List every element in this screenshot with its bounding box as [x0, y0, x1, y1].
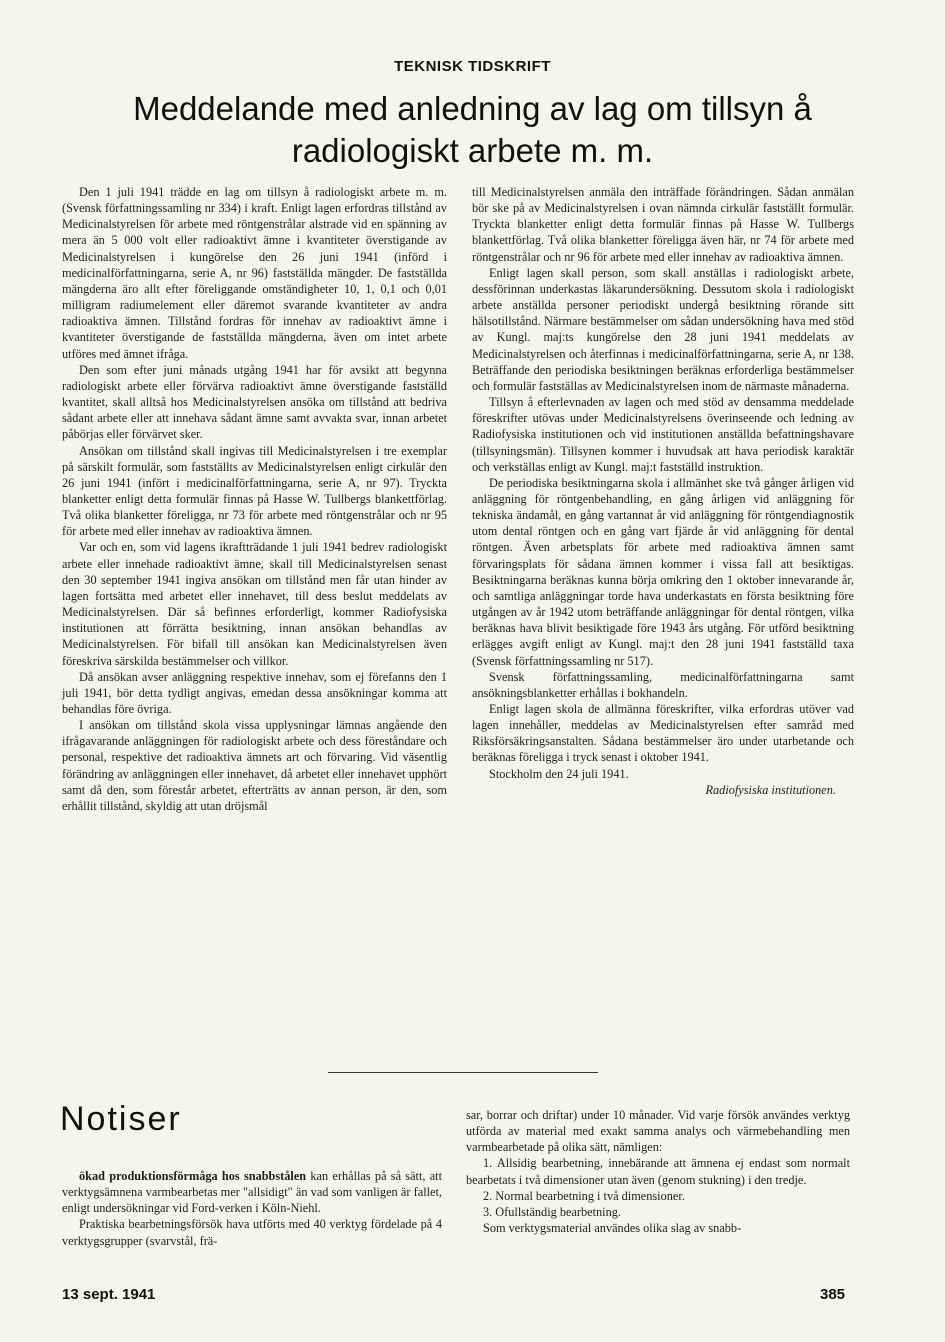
article-left-column — [62, 184, 447, 814]
article-signature-block — [472, 782, 854, 798]
notes-right-column — [466, 1107, 850, 1236]
article-paragraph: De periodiska besiktningarna skola i allmänhet ske två gånger årligen vid anläggning för röntgenbehandling, en gång årligen vid anläggning för tekniska ändamål, en gång vartannat år vid anläggning för röntgendiagnostik utom dental röntgen och en gång vart fjärde år vid anläggning för dental röntgen. Även arbetsplats för arbete med radioaktiva ämnen samt förvaringsplats för sådana ämnen kommer i vissa fall att besiktigas. Besiktningarna beräknas kunna börja omkring den 1 oktober innevarande år, och samtliga anläggningar torde hava underkastats en första besiktning före utgången av år 1942 utom beträffande anläggningar för dental röntgen, vilka beräknas hava blivit besiktigade före 1943 års utgång. För utförd besiktning erlägges avgift enligt av Kungl. maj:t den 28 juni 1941 fastställd taxa (Svensk författningssamling nr 517). — [472, 475, 854, 668]
notes-section-title: Notiser — [60, 1100, 182, 1138]
article-paragraph: till Medicinalstyrelsen anmäla den inträffade förändringen. Sådan anmälan bör ske på av Medicinalstyrelsen i ovan nämnda cirkulär fastställt formulär. Tryckta blanketter enligt detta formulär finnas på Hasse W. Tullbergs blankettförlag. Två olika blanketter föreligga även här, nr 74 för arbete med röntgenstrålar och nr 96 för arbete med eller innehav av radioaktiva ämnen. — [472, 185, 854, 264]
journal-masthead: TEKNISK TIDSKRIFT — [394, 58, 551, 75]
notes-paragraph: sar, borrar och driftar) under 10 månader. Vid varje försök användes verktyg utförda av material med exakt samma analys och värmebehandling men varmbearbetade på olika sätt, nämligen: — [466, 1108, 850, 1155]
article-paragraph: Den som efter juni månads utgång 1941 har för avsikt att begynna radiologiskt arbete eller förvärva radioaktivt ämne överstigande fastställd kvantitet, skall alltså hos Medicinalstyrelsen ansöka om tillstånd att bedriva sådant arbete eller att innehava sådant ämne samt avvakta svar, innan arbetet påbörjas eller förvärvet sker. — [62, 362, 447, 442]
article-paragraph: Ansökan om tillstånd skall ingivas till Medicinalstyrelsen i tre exemplar på särskilt formulär, som fastställts av Medicinalstyrelsen enligt cirkulär den 26 juni 1941 (infört i medicinalförfattningarna, serie A, nr 97). Tryckta blanketter enligt detta formulär finnas på Hasse W. Tullbergs blankettförlag. Två olika blanketter föreligga, nr 73 för arbete med röntgenstrålar och nr 95 för arbete med eller innehav av radioaktiva ämnen. — [62, 443, 447, 539]
article-dateline: Stockholm den 24 juli 1941. — [489, 766, 629, 781]
article-paragraph: Den 1 juli 1941 trädde en lag om tillsyn å radiologiskt arbete m. m. (Svensk författningssamling nr 334) i kraft. Enligt lagen erfordras tillstånd av Medicinalstyrelsen för arbete med röntgenstrålar alstrade vid en spänning av mera än 5 000 volt eller radioaktivt ämne i kvantiteter överstigande av Medicinalstyrelsen i kungörelse den 26 juni 1941 (införd i medicinalförfattningarna, serie A, nr 96) fastställda mängder. De fastställda mängderna äro allt efter föreliggande omständigheter 10, 1, 0,1 och 0,01 milligram radiumelement eller däremot svarande kvantiteter av andra radioaktiva ämnen. Tillstånd fordras för innehav av radioaktivt ämne i kvantiteter överstigande de fastställda mängderna, även om intet arbete utföres med ämnet ifråga. — [62, 185, 447, 361]
notes-lead-text: kan erhållas på så sätt, att verktygsämnena varmbearbetas mer "allsidigt" än vad som vanligen är fallet, enligt undersökningar vid Ford-verken i Köln-Niehl. — [62, 1169, 442, 1216]
notes-list-item: 2. Normal bearbetning i två dimensioner. — [483, 1188, 685, 1203]
notes-left-column — [62, 1168, 442, 1249]
notes-paragraph — [62, 1168, 442, 1216]
article-right-column — [472, 184, 854, 798]
notes-list-item: 1. Allsidig bearbetning, innebärande att ämnena ej endast som normalt bearbetats i två dimensioner utan även (genom stukning) i den tredje. — [466, 1156, 850, 1187]
article-paragraph: Var och en, som vid lagens ikraftträdande 1 juli 1941 bedrev radiologiskt arbete eller innehade radioaktivt ämne, skall till Medicinalstyrelsen senast den 30 september 1941 ingiva ansökan om tillstånd men får utan hinder av lagen fortsätta med arbetet eller innehavet, till dess beslut meddelats av Medicinalstyrelsen. Där så befinnes erforderligt, kommer Radiofysiska institutionen att förrätta besiktning, innan ansökan behandlas av Medicinalstyrelsen. För bifall till ansökan kan Medicinalstyrelsen även föreskriva särskilda bestämmelser och villkor. — [62, 540, 447, 668]
article-signature: Radiofysiska institutionen. — [705, 782, 836, 797]
article-headline: Meddelande med anledning av lag om tillsyn å radiologiskt arbete m. m. — [133, 90, 812, 169]
article-paragraph: I ansökan om tillstånd skola vissa upplysningar lämnas angående den ifrågavarande anläggningen för radiologiskt arbete och dess föreståndare och personal, respektive det radioaktiva ämnets art och förvaring. Vid väsentlig förändring av anläggningen eller innehavet, då arbetet eller innehavet upphört samt då den, som förestår arbetet, efterträtts av annan person, är den, som erhållit tillstånd, skyldig att utan dröjsmål — [62, 718, 447, 813]
notes-paragraph: Som verktygsmaterial användes olika slag av snabb- — [483, 1221, 742, 1236]
notes-lead-heading: ökad produktionsförmåga hos snabbstålen — [79, 1169, 307, 1183]
article-paragraph: Då ansökan avser anläggning respektive innehav, som ej förefanns den 1 juli 1941, bör detta tydligt angivas, emedan dessa ansökningar komma att behandlas före övriga. — [62, 669, 447, 716]
article-paragraph: Enligt lagen skall person, som skall anställas i radiologiskt arbete, dessförinnan underkastas läkarundersökning. Dessutom skola i radiologiskt arbete anställda personer periodiskt undergå besiktning rörande sitt hälsotillstånd. Närmare bestämmelser om sådan undersökning hava med stöd av Kungl. maj:ts kungörelse den 28 juni 1941 meddelats av Medicinalstyrelsen och återfinnas i medicinalförfattningarna, serie A, nr 138. Beträffande den periodiska besiktningen beräknas erforderliga bestämmelser och formulär fastställas av Medicinalstyrelsen inom de närmaste månaderna. — [472, 265, 854, 393]
notes-list-item: 3. Ofullständig bearbetning. — [483, 1204, 621, 1219]
article-paragraph: Enligt lagen skola de allmänna föreskrifter, vilka erfordras utöver vad lagen innehåller, meddelas av Medicinalstyrelsen efter samråd med Riksförsäkringsanstalten. Sådana bestämmelser äro under utarbetande och beräknas föreligga i tryck senast i oktober 1941. — [472, 702, 854, 765]
notes-paragraph: Praktiska bearbetningsförsök hava utförts med 40 verktyg fördelade på 4 verktygsgrupper (svarvstål, frä- — [62, 1217, 442, 1248]
article-paragraph: Svensk författningssamling, medicinalförfattningarna samt ansökningsblanketter erhållas i bokhandeln. — [472, 669, 854, 700]
article-paragraph: Tillsyn å efterlevnaden av lagen och med stöd av densamma meddelade föreskrifter utövas under Medicinalstyrelsens överinseende och ledning av Radiofysiska institutionen och vid institutionen anställda befattningshavare (tillsyningsmän). Tillsynen kommer i huvudsak att hava periodisk karaktär och verkställas enligt av Kungl. maj:t fastställd instruktion. — [472, 395, 854, 474]
section-divider — [328, 1072, 598, 1073]
footer-date: 13 sept. 1941 — [62, 1286, 156, 1303]
footer-page-number: 385 — [820, 1286, 846, 1303]
